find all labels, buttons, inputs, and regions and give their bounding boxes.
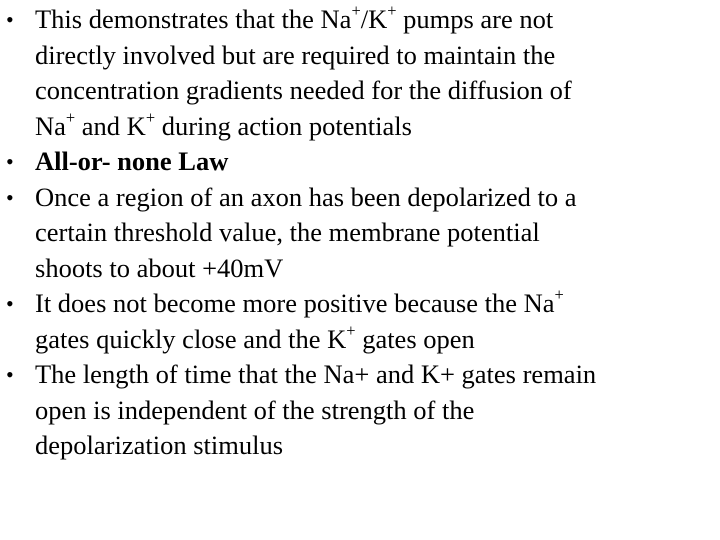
text-line: concentration gradients needed for the diffusion of — [35, 75, 572, 105]
text-line: directly involved but are required to maintain the — [35, 39, 556, 70]
bullet-icon: • — [6, 362, 14, 387]
bullet-gates-close — [0, 286, 718, 357]
text-line: This demonstrates that the Na+/K+ pumps are not — [35, 1, 554, 34]
bullet-list — [0, 2, 718, 464]
bullet-icon: • — [6, 291, 14, 316]
text-line: Na+ and K+ during action potentials — [35, 107, 412, 141]
text-line: The length of time that the Na+ and K+ gates remain — [35, 359, 597, 389]
bullet-icon: • — [6, 7, 14, 32]
bullet-pumps — [0, 2, 718, 144]
bullet-gate-duration — [0, 357, 718, 464]
text-line: It does not become more positive because the Na+ — [35, 285, 564, 318]
text-line: Once a region of an axon has been depolarized to a — [35, 181, 577, 212]
bullet-threshold — [0, 180, 718, 287]
text-line: gates quickly close and the K+ gates open — [35, 320, 475, 354]
text-line: certain threshold value, the membrane potential — [35, 217, 540, 247]
text-line: open is independent of the strength of the — [35, 394, 475, 425]
text-line: depolarization stimulus — [35, 430, 284, 460]
text-line: shoots to about +40mV — [35, 252, 284, 283]
bullet-icon: • — [6, 149, 14, 174]
heading-line: All-or- none Law — [35, 146, 229, 176]
bullet-all-or-none-law — [0, 144, 718, 180]
bullet-icon: • — [6, 184, 14, 210]
